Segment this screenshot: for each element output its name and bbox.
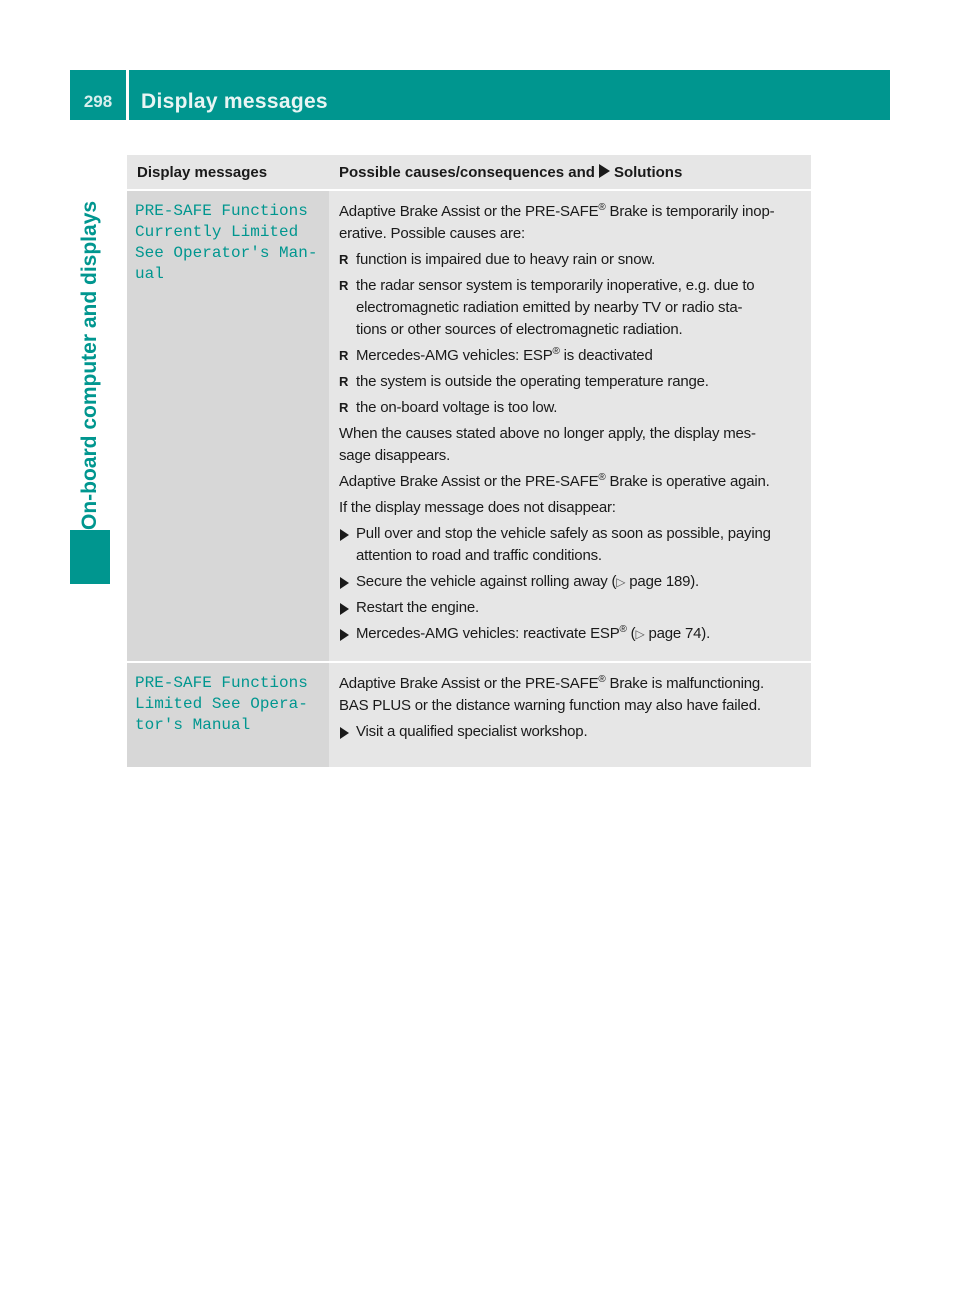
registered-mark: ® [598, 202, 606, 213]
step-arrow-icon [340, 629, 349, 641]
page-ref-icon: ▷ [635, 627, 645, 641]
display-message-line: ual [135, 265, 164, 283]
col-header-solutions-suffix: Solutions [613, 163, 683, 181]
display-message-line: Limited See Opera‐ [135, 695, 308, 713]
display-messages-table [127, 155, 811, 767]
condition-text: If the display message does not disappear: [339, 499, 616, 516]
page-ref-link[interactable]: page 189). [629, 573, 700, 590]
page-number: 298 [83, 92, 113, 111]
header-divider [126, 70, 129, 120]
step-text: attention to road and traffic conditions. [356, 547, 602, 564]
cause-text: the radar sensor system is temporarily inoperative, e.g. due to [356, 277, 755, 294]
display-message-line: See Operator's Man‐ [135, 244, 318, 262]
registered-mark: ® [552, 346, 560, 357]
result-text-2b: Brake is operative again. [605, 473, 770, 490]
step-text: Secure the vehicle against rolling away ( [356, 573, 617, 590]
cause-text: function is impaired due to heavy rain or snow. [356, 251, 656, 268]
action-step [339, 597, 803, 619]
solution-cell [329, 662, 811, 767]
intro-text-b: Brake is temporarily inop- [605, 203, 775, 220]
bullet-marker: R [339, 278, 349, 293]
bullet-marker: R [339, 348, 349, 363]
intro-text-c: erative. Possible causes are: [339, 225, 525, 242]
cause-bullet [339, 249, 803, 271]
intro-text-a: Adaptive Brake Assist or the PRE-SAFE [339, 203, 599, 220]
action-step [339, 523, 803, 545]
action-step [339, 721, 803, 743]
step-text: Restart the engine. [356, 599, 479, 616]
step-arrow-icon [340, 603, 349, 615]
display-message-line: PRE-SAFE Functions [135, 202, 308, 220]
bullet-marker: R [339, 400, 349, 415]
registered-mark: ® [598, 674, 606, 685]
registered-mark: ® [598, 472, 606, 483]
registered-mark: ® [619, 624, 627, 635]
intro-text-a: Adaptive Brake Assist or the PRE-SAFE [339, 675, 599, 692]
step-text: Mercedes-AMG vehicles: reactivate ESP [356, 625, 620, 642]
result-text-2a: Adaptive Brake Assist or the PRE-SAFE [339, 473, 599, 490]
intro-text-b: Brake is malfunctioning. [605, 675, 764, 692]
side-color-block [70, 530, 110, 584]
intro-text-c: BAS PLUS or the distance warning function may also have failed. [339, 697, 761, 714]
cause-bullet-continuation [339, 319, 803, 341]
side-label-text: On-board computer and displays [78, 200, 101, 530]
cause-text: the on-board voltage is too low. [356, 399, 558, 416]
page-ref-link[interactable]: page 74). [648, 625, 711, 642]
col-header-solutions [329, 155, 811, 190]
solution-cell [329, 190, 811, 662]
step-text: ( [626, 625, 636, 642]
step-arrow-icon [340, 529, 349, 541]
table-row [127, 662, 811, 767]
action-step [339, 571, 803, 593]
step-arrow-icon [340, 727, 349, 739]
side-section-label [70, 130, 110, 530]
bullet-marker: R [339, 374, 349, 389]
cause-bullet [339, 397, 803, 419]
col-header-messages: Display messages [127, 155, 329, 190]
result-text-2 [339, 471, 803, 493]
col-header-solutions-prefix: Possible causes/consequences and [339, 163, 595, 181]
table-header-row [127, 155, 811, 190]
display-message-cell [127, 662, 329, 767]
result-text: sage disappears. [339, 447, 451, 464]
cause-text: tions or other sources of electromagnetic radiation. [356, 321, 683, 338]
result-text: When the causes stated above no longer apply, the display mes- [339, 425, 756, 442]
action-step [339, 623, 803, 645]
step-text: Pull over and stop the vehicle safely as soon as possible, paying [356, 525, 771, 542]
page-title: Display messages [141, 90, 328, 113]
intro-text [339, 201, 803, 223]
cause-text: electromagnetic radiation emitted by nearby TV or radio sta- [356, 299, 743, 316]
cause-bullet [339, 275, 803, 297]
cause-text: is deactivated [559, 347, 653, 364]
cause-bullet [339, 371, 803, 393]
page-ref-icon: ▷ [616, 575, 626, 589]
step-text: Visit a qualified specialist workshop. [356, 723, 588, 740]
cause-bullet [339, 345, 803, 367]
step-arrow-icon [340, 577, 349, 589]
display-message-cell [127, 190, 329, 662]
display-message-line: PRE-SAFE Functions [135, 674, 308, 692]
cause-text: Mercedes-AMG vehicles: ESP [356, 347, 553, 364]
action-arrow-icon [599, 164, 610, 178]
display-message-line: tor's Manual [135, 716, 251, 734]
intro-text [339, 673, 803, 695]
cause-text: the system is outside the operating temperature range. [356, 373, 709, 390]
action-step-continuation [339, 545, 803, 567]
table-row [127, 190, 811, 662]
cause-bullet-continuation [339, 297, 803, 319]
bullet-marker: R [339, 252, 349, 267]
display-message-line: Currently Limited [135, 223, 299, 241]
